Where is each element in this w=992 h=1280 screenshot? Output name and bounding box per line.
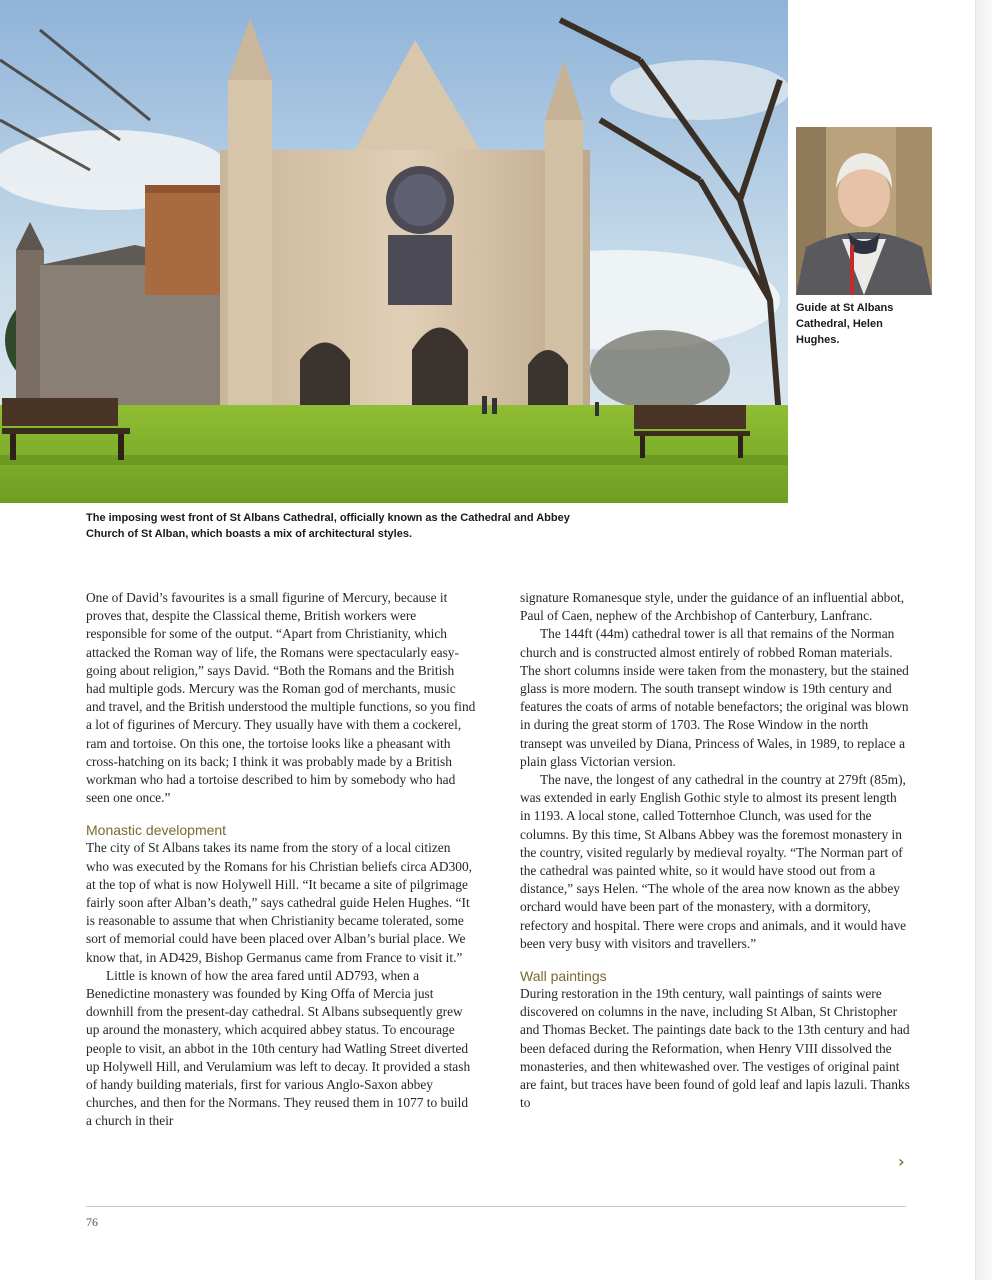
- subheading-wall-paintings: Wall paintings: [520, 968, 607, 985]
- article-paragraph: The nave, the longest of any cathedral in the country at 279ft (85m), was extended in early English Gothic style to almost its present length in 1193. A local stone, called Totternhoe Clunch, was used for the columns. By this time, St Albans Abbey was the foremost monastery in the country, visited regularly by medieval royalty. “The Norman part of the cathedral was painted white, so it would have stood out from a distance,” says Helen. “The whole of the area now known as the abbey orchard would have been part of the monastery, with a dormitory, refectory and hospital. There were crops and animals, and it would have been very busy with visitors and travellers.”: [520, 772, 907, 951]
- page-number: 76: [86, 1215, 98, 1229]
- footer-divider: [86, 1206, 906, 1207]
- article-paragraph: Little is known of how the area fared until AD793, when a Benedictine monastery was founded by King Offa of Mercia just downhill from the present-day cathedral. St Albans subsequently grew up around the monastery, which acquired abbey status. To encourage people to visit, an abbot in the 10th century had Watling Street diverted up Holywell Hill, and Verulamium was left to decay. It provided a stash of handy building materials, first for various Anglo-Saxon abbey churches, and then for the Normans. They reused them in 1077 to build a church in their: [86, 967, 471, 1129]
- chevron-right-icon: ›: [898, 1152, 905, 1171]
- article-paragraph: The 144ft (44m) cathedral tower is all that remains of the Norman church and is constructed almost entirely of robbed Roman materials. The short columns inside were taken from the monastery, but the stained glass is more modern. The south transept window is 19th century and features the coats of arms of notable benefactors; the original was blown in during the great storm of 1703. The Rose Window in the north transept was unveiled by Diana, Princess of Wales, in 1989, to replace a plain glass Victorian version.: [520, 626, 909, 769]
- article-paragraph: During restoration in the 19th century, wall paintings of saints were discovered on columns in the nave, including St Alban, St Christopher and Thomas Becket. The paintings date back to the 13th century and had been defaced during the Reformation, when Henry VIII dissolved the monasteries, and then whitewashed over. The vestiges of original paint are faint, but traces have been found of gold leaf and lapis lazuli. Thanks to: [520, 986, 910, 1111]
- main-photo-caption: The imposing west front of St Albans Cathedral, officially known as the Cathedral and Abbey Church of St Alban, which boasts a mix of architectural styles.: [86, 512, 570, 540]
- article-paragraph: signature Romanesque style, under the guidance of an influential abbot, Paul of Caen, nephew of the Archbishop of Canterbury, Lanfranc.: [520, 590, 905, 624]
- guide-portrait-photo: [796, 127, 932, 295]
- article-paragraph: The city of St Albans takes its name from the story of a local citizen who was executed by the Romans for his Christian beliefs circa AD300, at the top of what is now Holywell Hill. “It became a site of pilgrimage fairly soon after Alban’s death,” says cathedral guide Helen Hughes. “It is reasonable to assume that when Christianity became tolerated, some sort of memorial could have been placed over Alban’s burial place. We know that, in AD429, Bishop Germanus came from France to visit it.”: [86, 840, 473, 965]
- subheading-monastic-development: Monastic development: [86, 822, 227, 839]
- page-edge: [975, 0, 992, 1280]
- article-right-column: [520, 589, 910, 1112]
- portrait-caption: Guide at St Albans Cathedral, Helen Hughes.: [796, 302, 894, 346]
- article-paragraph: One of David’s favourites is a small figurine of Mercury, because it proves that, despite the Classical theme, British workers were responsible for some of the output. “Apart from Christianity, which attacked the Roman way of life, the Romans were spectacularly easy-going about religion,” says David. “Both the Romans and the British had multiple gods. Mercury was the Roman god of merchants, music and travel, and the British understood the multiple functions, so you find a lot of figurines of Mercury. They usually have with them a cockerel, ram and tortoise. On this one, the tortoise looks like a pheasant with cross-hatching on its back; I think it was probably made by a British workman who had a tortoise described to him by somebody who had seen one once.”: [86, 590, 476, 806]
- article-left-column: [86, 589, 476, 1131]
- cathedral-photo: [0, 0, 788, 503]
